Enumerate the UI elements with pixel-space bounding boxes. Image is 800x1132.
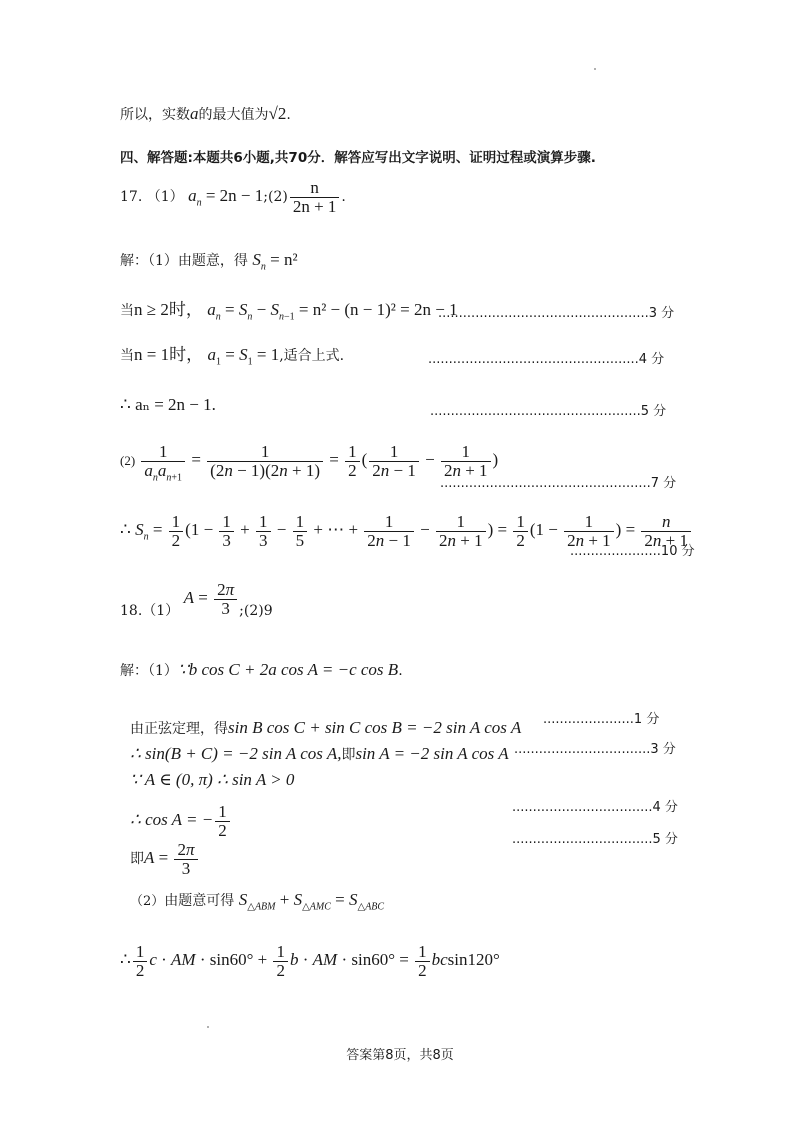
q17-step3: ∴ aₙ = 2n − 1. xyxy=(120,395,216,414)
q18-line4: ∴ cos A = − $\frac{1}{2}$ xyxy=(130,800,232,840)
q18-line2: ∴ sin(B + C) = −2 sin A cos A,即sin A = −2 sin A cos A xyxy=(130,744,509,763)
scan-speck xyxy=(594,68,596,70)
q17-solution-intro: 解：（1）由题意，得 $S_n = n^2$ xyxy=(120,250,298,273)
score-mark: ..................................5 分 xyxy=(512,832,678,847)
score-mark: ...................................................3 分 xyxy=(438,306,675,321)
q17-part2: (2) $\frac{1}{a_na_{n+1}}$ = $\frac{1}{(2n - 1)(2n + 1)}$ = $\frac{1}{2}$ ( $\frac{1}{2n - 1}$ − $\frac{1}{2n + 1}$ ) xyxy=(120,441,499,483)
q18-line3: ∵ A ∈ (0, π) ∴ sin A > 0 xyxy=(130,770,295,789)
q18-answer-line: 18.（1） A = $\frac{2\pi}{3}$ ;(2)9 xyxy=(120,579,273,619)
intro-line: 所以，实数a的最大值为√2. xyxy=(120,104,291,123)
score-mark: .................................3 分 xyxy=(514,742,676,757)
q18-part2: （2）由题意可得 $S_{\triangle ABM} + S_{\triangle AMC} = S_{\triangle ABC}$ xyxy=(130,890,385,913)
q17-sum: ∴ $S_n$ = $\frac{1}{2}$ (1 − $\frac{1}{3}$ + $\frac{1}{3}$ − $\frac{1}{5}$ + ⋯ + $\frac{1}{2n - 1}$ − $\frac{1}{2n + 1}$ ) = $\frac{1}{2}$ (1 − $\frac{1}{2n + 1}$ ) = $\frac{n}{2n + 1}$ xyxy=(120,510,693,550)
score-mark: ......................1 分 xyxy=(543,712,660,727)
q17-step1: 当n ≥ 2时， $a_n = S_n - S_{n-1} = n^2 - (n - 1)^2 = 2n - 1$ xyxy=(120,300,458,323)
fraction: $\frac{n}{2n + 1}$ xyxy=(290,179,340,216)
scan-speck xyxy=(207,1026,209,1028)
q17-step2: 当n = 1时， $a_1 = S_1 = 1$,适合上式. xyxy=(120,345,345,368)
q18-line5: 即A = $\frac{2\pi}{3}$ xyxy=(130,838,200,880)
score-mark: ......................10 分 xyxy=(570,544,695,559)
score-mark: ..................................4 分 xyxy=(512,800,678,815)
q18-solution-intro: 解：（1）∵b cos C + 2a cos A = −c cos B. xyxy=(120,660,403,679)
page-footer: 答案第8页，共8页 xyxy=(346,1048,454,1063)
score-mark: ...................................................5 分 xyxy=(430,404,667,419)
q17-answer-line: 17. （1） $a_n = 2n$ − 1;(2) $\frac{n}{2n + 1}$ . xyxy=(120,177,346,216)
q18-last-line: ∴ $\frac{1}{2}$ c · AM · sin60° + $\frac{1}{2}$ b · AM · sin60° = $\frac{1}{2}$ bcsin120° xyxy=(120,941,500,980)
section-heading: 四、解答题:本题共6小题,共70分．解答应写出文字说明、证明过程或演算步骤. xyxy=(120,150,596,166)
score-mark: ...................................................4 分 xyxy=(428,352,665,367)
q18-line1: 由正弦定理，得sin B cos C + sin C cos B = −2 sin A cos A xyxy=(130,718,522,737)
score-mark: ...................................................7 分 xyxy=(440,476,677,491)
